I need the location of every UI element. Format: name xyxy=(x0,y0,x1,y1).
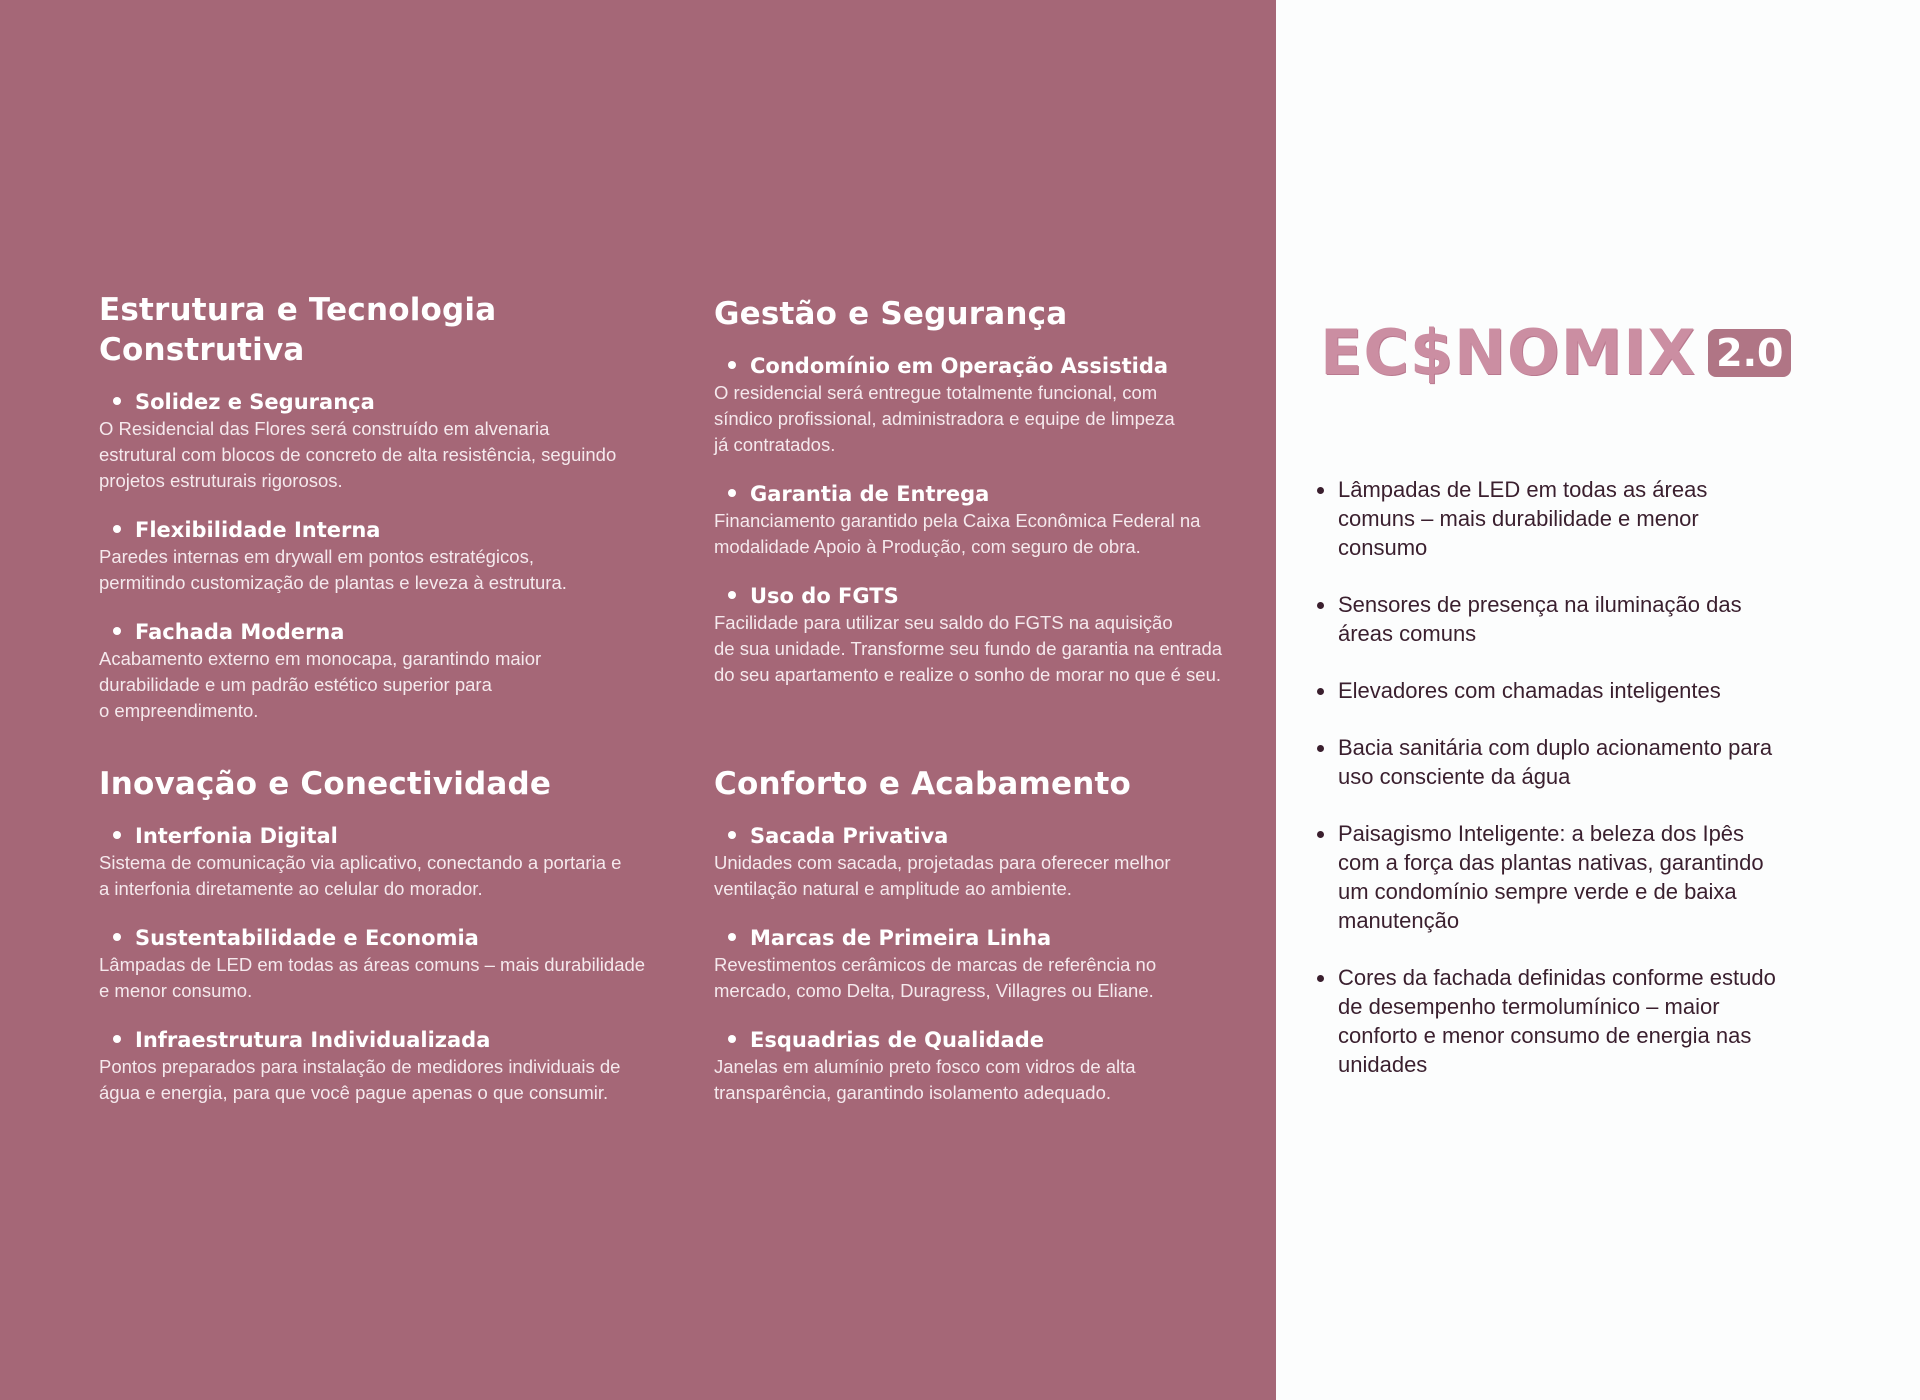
list-item xyxy=(714,480,1294,560)
item-description: Pontos preparados para instalação de medidores individuais de água e energia, para que você pague apenas o que consumir. xyxy=(99,1056,621,1103)
item-description: O residencial será entregue totalmente funcional, com síndico profissional, administradora e equipe de limpeza já contratados. xyxy=(714,382,1175,455)
bullet-icon xyxy=(1317,602,1324,609)
section-title: Conforto e Acabamento xyxy=(714,766,1132,802)
item-title: Marcas de Primeira Linha xyxy=(750,926,1052,950)
section-estrutura xyxy=(99,290,679,746)
bullet-icon xyxy=(113,831,121,839)
item-title: Garantia de Entrega xyxy=(750,482,990,506)
section-title: Gestão e Segurança xyxy=(714,296,1068,332)
item-description: Sistema de comunicação via aplicativo, conectando a portaria e a interfonia diretamente ao celular do morador. xyxy=(99,852,622,899)
feature-text: Bacia sanitária com duplo acionamento para uso consciente da água xyxy=(1338,735,1773,789)
item-description: Acabamento externo em monocapa, garantindo maior durabilidade e um padrão estético superior para o empreendimento. xyxy=(99,648,542,721)
list-item xyxy=(1314,963,1814,1079)
item-description: Unidades com sacada, projetadas para oferecer melhor ventilação natural e amplitude ao ambiente. xyxy=(714,852,1171,899)
item-description: Financiamento garantido pela Caixa Econômica Federal na modalidade Apoio à Produção, com seguro de obra. xyxy=(714,510,1201,557)
list-item xyxy=(99,822,679,902)
item-title: Sustentabilidade e Economia xyxy=(135,926,479,950)
bullet-icon xyxy=(728,831,736,839)
bullet-icon xyxy=(113,933,121,941)
list-item xyxy=(1314,590,1814,648)
item-description: Revestimentos cerâmicos de marcas de referência no mercado, como Delta, Duragress, Villagres ou Eliane. xyxy=(714,954,1157,1001)
bullet-icon xyxy=(113,1035,121,1043)
item-title: Infraestrutura Individualizada xyxy=(135,1028,491,1052)
item-title: Uso do FGTS xyxy=(750,584,899,608)
list-item xyxy=(714,924,1294,1004)
bullet-icon xyxy=(728,361,736,369)
feature-text: Elevadores com chamadas inteligentes xyxy=(1338,678,1721,703)
bullet-icon xyxy=(728,1035,736,1043)
list-item xyxy=(714,582,1294,688)
item-title: Sacada Privativa xyxy=(750,824,949,848)
item-title: Solidez e Segurança xyxy=(135,390,375,414)
logo-version-badge: 2.0 xyxy=(1708,329,1791,377)
list-item xyxy=(1314,475,1814,562)
list-item xyxy=(714,352,1294,458)
bullet-icon xyxy=(728,489,736,497)
list-item xyxy=(714,822,1294,902)
feature-text: Sensores de presença na iluminação das áreas comuns xyxy=(1338,592,1742,646)
section-inovacao xyxy=(99,764,679,1128)
feature-text: Paisagismo Inteligente: a beleza dos Ipês com a força das plantas nativas, garantindo um condomínio sempre verde e de baixa manutenção xyxy=(1338,821,1764,933)
section-conforto xyxy=(714,764,1294,1128)
list-item xyxy=(99,924,679,1004)
item-description: Janelas em alumínio preto fosco com vidros de alta transparência, garantindo isolamento adequado. xyxy=(714,1056,1136,1103)
bullet-icon xyxy=(113,525,121,533)
item-title: Interfonia Digital xyxy=(135,824,338,848)
list-item xyxy=(1314,819,1814,935)
item-title: Fachada Moderna xyxy=(135,620,345,644)
list-item xyxy=(99,388,679,494)
bullet-icon xyxy=(1317,487,1324,494)
item-description: Facilidade para utilizar seu saldo do FGTS na aquisição de sua unidade. Transforme seu fundo de garantia na entrada do seu apartamento e realize o sonho de morar no que é seu. xyxy=(714,612,1223,685)
bullet-icon xyxy=(1317,831,1324,838)
bullet-icon xyxy=(728,591,736,599)
logo-wordmark: EC$NOMIX xyxy=(1320,316,1697,389)
item-description: Paredes internas em drywall em pontos estratégicos, permitindo customização de plantas e leveza à estrutura. xyxy=(99,546,567,593)
bullet-icon xyxy=(1317,688,1324,695)
item-description: Lâmpadas de LED em todas as áreas comuns – mais durabilidade e menor consumo. xyxy=(99,954,646,1001)
economix-logo xyxy=(1320,318,1791,388)
economix-feature-list xyxy=(1314,475,1814,1107)
item-title: Condomínio em Operação Assistida xyxy=(750,354,1169,378)
feature-text: Cores da fachada definidas conforme estudo de desempenho termolumínico – maior conforto e menor consumo de energia nas unidades xyxy=(1338,965,1776,1077)
bullet-icon xyxy=(113,627,121,635)
bullet-icon xyxy=(1317,745,1324,752)
section-title: Inovação e Conectividade xyxy=(99,766,552,802)
bullet-icon xyxy=(113,397,121,405)
feature-text: Lâmpadas de LED em todas as áreas comuns – mais durabilidade e menor consumo xyxy=(1338,477,1708,560)
item-title: Flexibilidade Interna xyxy=(135,518,381,542)
section-title: Estrutura e Tecnologia Construtiva xyxy=(99,292,497,368)
list-item xyxy=(1314,676,1814,705)
list-item xyxy=(1314,733,1814,791)
bullet-icon xyxy=(1317,975,1324,982)
item-title: Esquadrias de Qualidade xyxy=(750,1028,1044,1052)
list-item xyxy=(99,516,679,596)
list-item xyxy=(99,1026,679,1106)
section-gestao xyxy=(714,294,1294,710)
item-description: O Residencial das Flores será construído em alvenaria estrutural com blocos de concreto de alta resistência, seguindo projetos estruturais rigorosos. xyxy=(99,418,617,491)
list-item xyxy=(99,618,679,724)
list-item xyxy=(714,1026,1294,1106)
bullet-icon xyxy=(728,933,736,941)
